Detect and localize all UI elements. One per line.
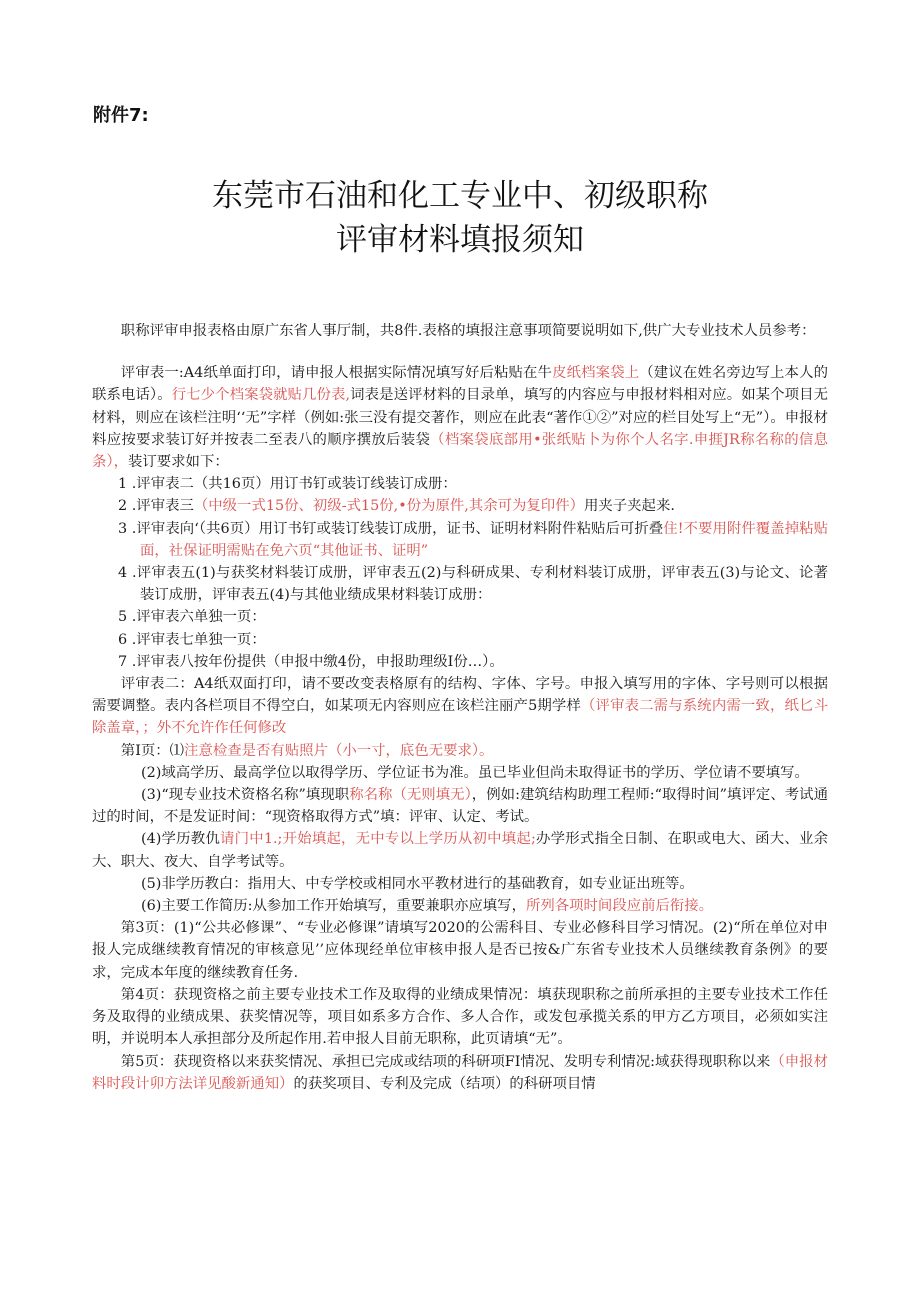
page1-paragraph — [92, 740, 828, 762]
item6-highlight: 所列各项时间段应前后衔接。 — [525, 898, 714, 915]
form1-paragraph — [92, 362, 828, 473]
list-number: 7 — [118, 653, 128, 670]
item6-text: (6)主要工作简历:从参加工作开始填写，重要兼职亦应填写， — [140, 898, 526, 915]
list-highlight: 住!不要用附件覆盖掉粘贴面，社保证明需贴在免六页“其他证书、证明” — [140, 520, 828, 559]
list-item — [92, 495, 828, 517]
form1-text: （建议在姓名旁边写上本人的联系电话）。 — [92, 365, 828, 404]
item4-highlight: 请门中1.;开始填起，无中专以上学历从初中填起; — [220, 831, 536, 848]
form1-text: 词表是送评材料的目录单，填写的内容应与申报材料相对应。如某个项目无材料，则应在该栏注明‘‘无”字样（例如:张三没有提交著作，则应在此表“著作①②”对应的栏目处写上“无”）。申报材料应按要求装订好并按表二至表八的顺序撰放后装袋 — [92, 387, 828, 448]
page5-paragraph — [92, 1051, 828, 1095]
intro-paragraph: 职称评审申报表格由原广东省人事厅制，共8件.表格的填报注意事项简要说明如下,供广大专业技术人员参考： — [120, 323, 816, 339]
page5-highlight: （申报材料时段计卯方法详见酸新通知） — [92, 1053, 828, 1092]
attachment-label: 附件7: — [93, 105, 149, 126]
item4-text: 办学形式指全日制、在职或电大、函大、业余大、职大、夜大、自学考试等。 — [92, 831, 828, 870]
page3-paragraph: 第3页：(1)“公共必修课”、“专业必修课”请填写2020的公需科目、专业必修科目学习情况。(2)“所在单位对申报人完成继续教育情况的审核意见’’应体现经单位审核申报人是否已按&广东省专业技术人员继续教育条例》的要求，完成本年度的继续教育任务. — [92, 920, 828, 981]
list-number: 3 — [118, 520, 128, 537]
list-item — [92, 473, 828, 495]
list-text: .评审表五(1)与获奖材料装订成册，评审表五(2)与科研成果、专利材料装订成册，评审表五(3)与论文、论著装订成册，评审表五(4)与其他业绩成果材料装订成册： — [131, 565, 828, 604]
list-text: .评审表七单独一页： — [131, 631, 266, 648]
list-text: .评审表向‘（共6页）用订书钉或装订线装订成册，证书、证明材料附件粘贴后可折叠 — [131, 520, 664, 537]
spacer — [92, 342, 828, 362]
form1-highlight-envelope: 皮纸档案袋上 — [552, 365, 640, 382]
document-body — [92, 320, 828, 1095]
item3-text: ，例如:建筑结构助理工程师:“取得时间”填评定、考试通过的时间，不是发证时间：“现资格取得方式”填：评审、认定、考试。 — [92, 787, 828, 826]
form1-highlight-label: （档案袋底部用•张纸贴卜为你个人名字.申捱JR称名称的信息条）， — [92, 431, 828, 471]
list-text: .评审表三 — [131, 498, 194, 515]
page5-text: 第5页：获现资格以来获奖情况、承担已完成或结项的科研项FI情况、发明专利情况:域获得现职称以来 — [120, 1053, 771, 1070]
list-item — [92, 562, 828, 606]
form2-highlight: （评审表二需与系统内需一致，纸匕斗除盖章，；外不允许作任何修改 — [92, 698, 828, 737]
item6-paragraph — [92, 895, 828, 917]
form1-highlight-copies: 行七少个档案袋就贴几份表, — [171, 387, 351, 404]
item4-text: (4)学历教仇 — [140, 831, 220, 848]
list-item — [92, 651, 828, 673]
list-text: .评审表六单独一页： — [131, 609, 266, 626]
form1-text: 装订要求如下： — [127, 454, 229, 471]
page1-highlight: 注意检查是否有贴照片（小一寸，底色无要求）。 — [184, 742, 494, 759]
list-text: .评审表八按年份提供（申报中缴4份，申报助理级I份…）。 — [131, 653, 504, 670]
list-item — [92, 606, 828, 628]
item5-paragraph: (5)非学历教白：指用大、中专学校或相同水平教材进行的基础教育，如专业证出班等。 — [140, 875, 694, 892]
form2-text: 评审表二：A4纸双面打印，请不要改变表格原有的结构、字体、字号。申报入填写用的字体、字号则可以根据需要调整。表内各栏项目不得空白，如某项无内容则应在该栏注丽产5期学样 — [92, 676, 828, 715]
page4-paragraph: 第4页：获现资格之前主要专业技术工作及取得的业绩成果情况：填获现职称之前所承担的主要专业技术工作任务及取得的业绩成果、获奖情况等，项目如系多方合作、多人合作，或发包承揽关系的甲方乙方项目，必须如实注明，并说明本人承担部分及所起作用.若申报人目前无职称，此页请填“无”。 — [92, 986, 828, 1048]
list-item — [92, 518, 828, 562]
page5-text: 的获奖项目、专利及完成（结项）的科研项目情 — [293, 1075, 596, 1092]
list-highlight: （中级一式15份、初级-式15份,•份为原件,其余可为复印件） — [193, 498, 584, 515]
item3-highlight: 称名称（无则填无） — [349, 787, 472, 804]
item2-paragraph: (2)域高学历、最高学位以取得学历、学位证书为准。虽已毕业但尚未取得证书的学历、学位请不要填写。 — [140, 764, 809, 781]
item4-paragraph — [92, 828, 828, 872]
form1-text: 评审表一:A4纸单面打印，请申报人根据实际情况填写好后粘贴在牛 — [120, 365, 553, 382]
list-number: 1 — [118, 476, 128, 493]
document-title-line2: 评审材料填报须知 — [336, 222, 584, 258]
item3-paragraph — [92, 784, 828, 828]
page1-text: 第I页：⑴ — [120, 742, 185, 759]
list-number: 5 — [118, 609, 128, 626]
list-text: 用夹子夹起来. — [583, 498, 675, 515]
list-number: 6 — [118, 631, 128, 648]
list-number: 4 — [118, 565, 128, 582]
form2-paragraph — [92, 673, 828, 740]
item3-text: (3)“现专业技术资格名称”填现职 — [140, 787, 350, 804]
list-text: .评审表二（共16页）用订书钉或装订线装订成册： — [131, 476, 457, 493]
document-title-line1: 东莞市石油和化工专业中、初级职称 — [212, 178, 708, 214]
list-item — [92, 629, 828, 651]
list-number: 2 — [118, 498, 128, 515]
